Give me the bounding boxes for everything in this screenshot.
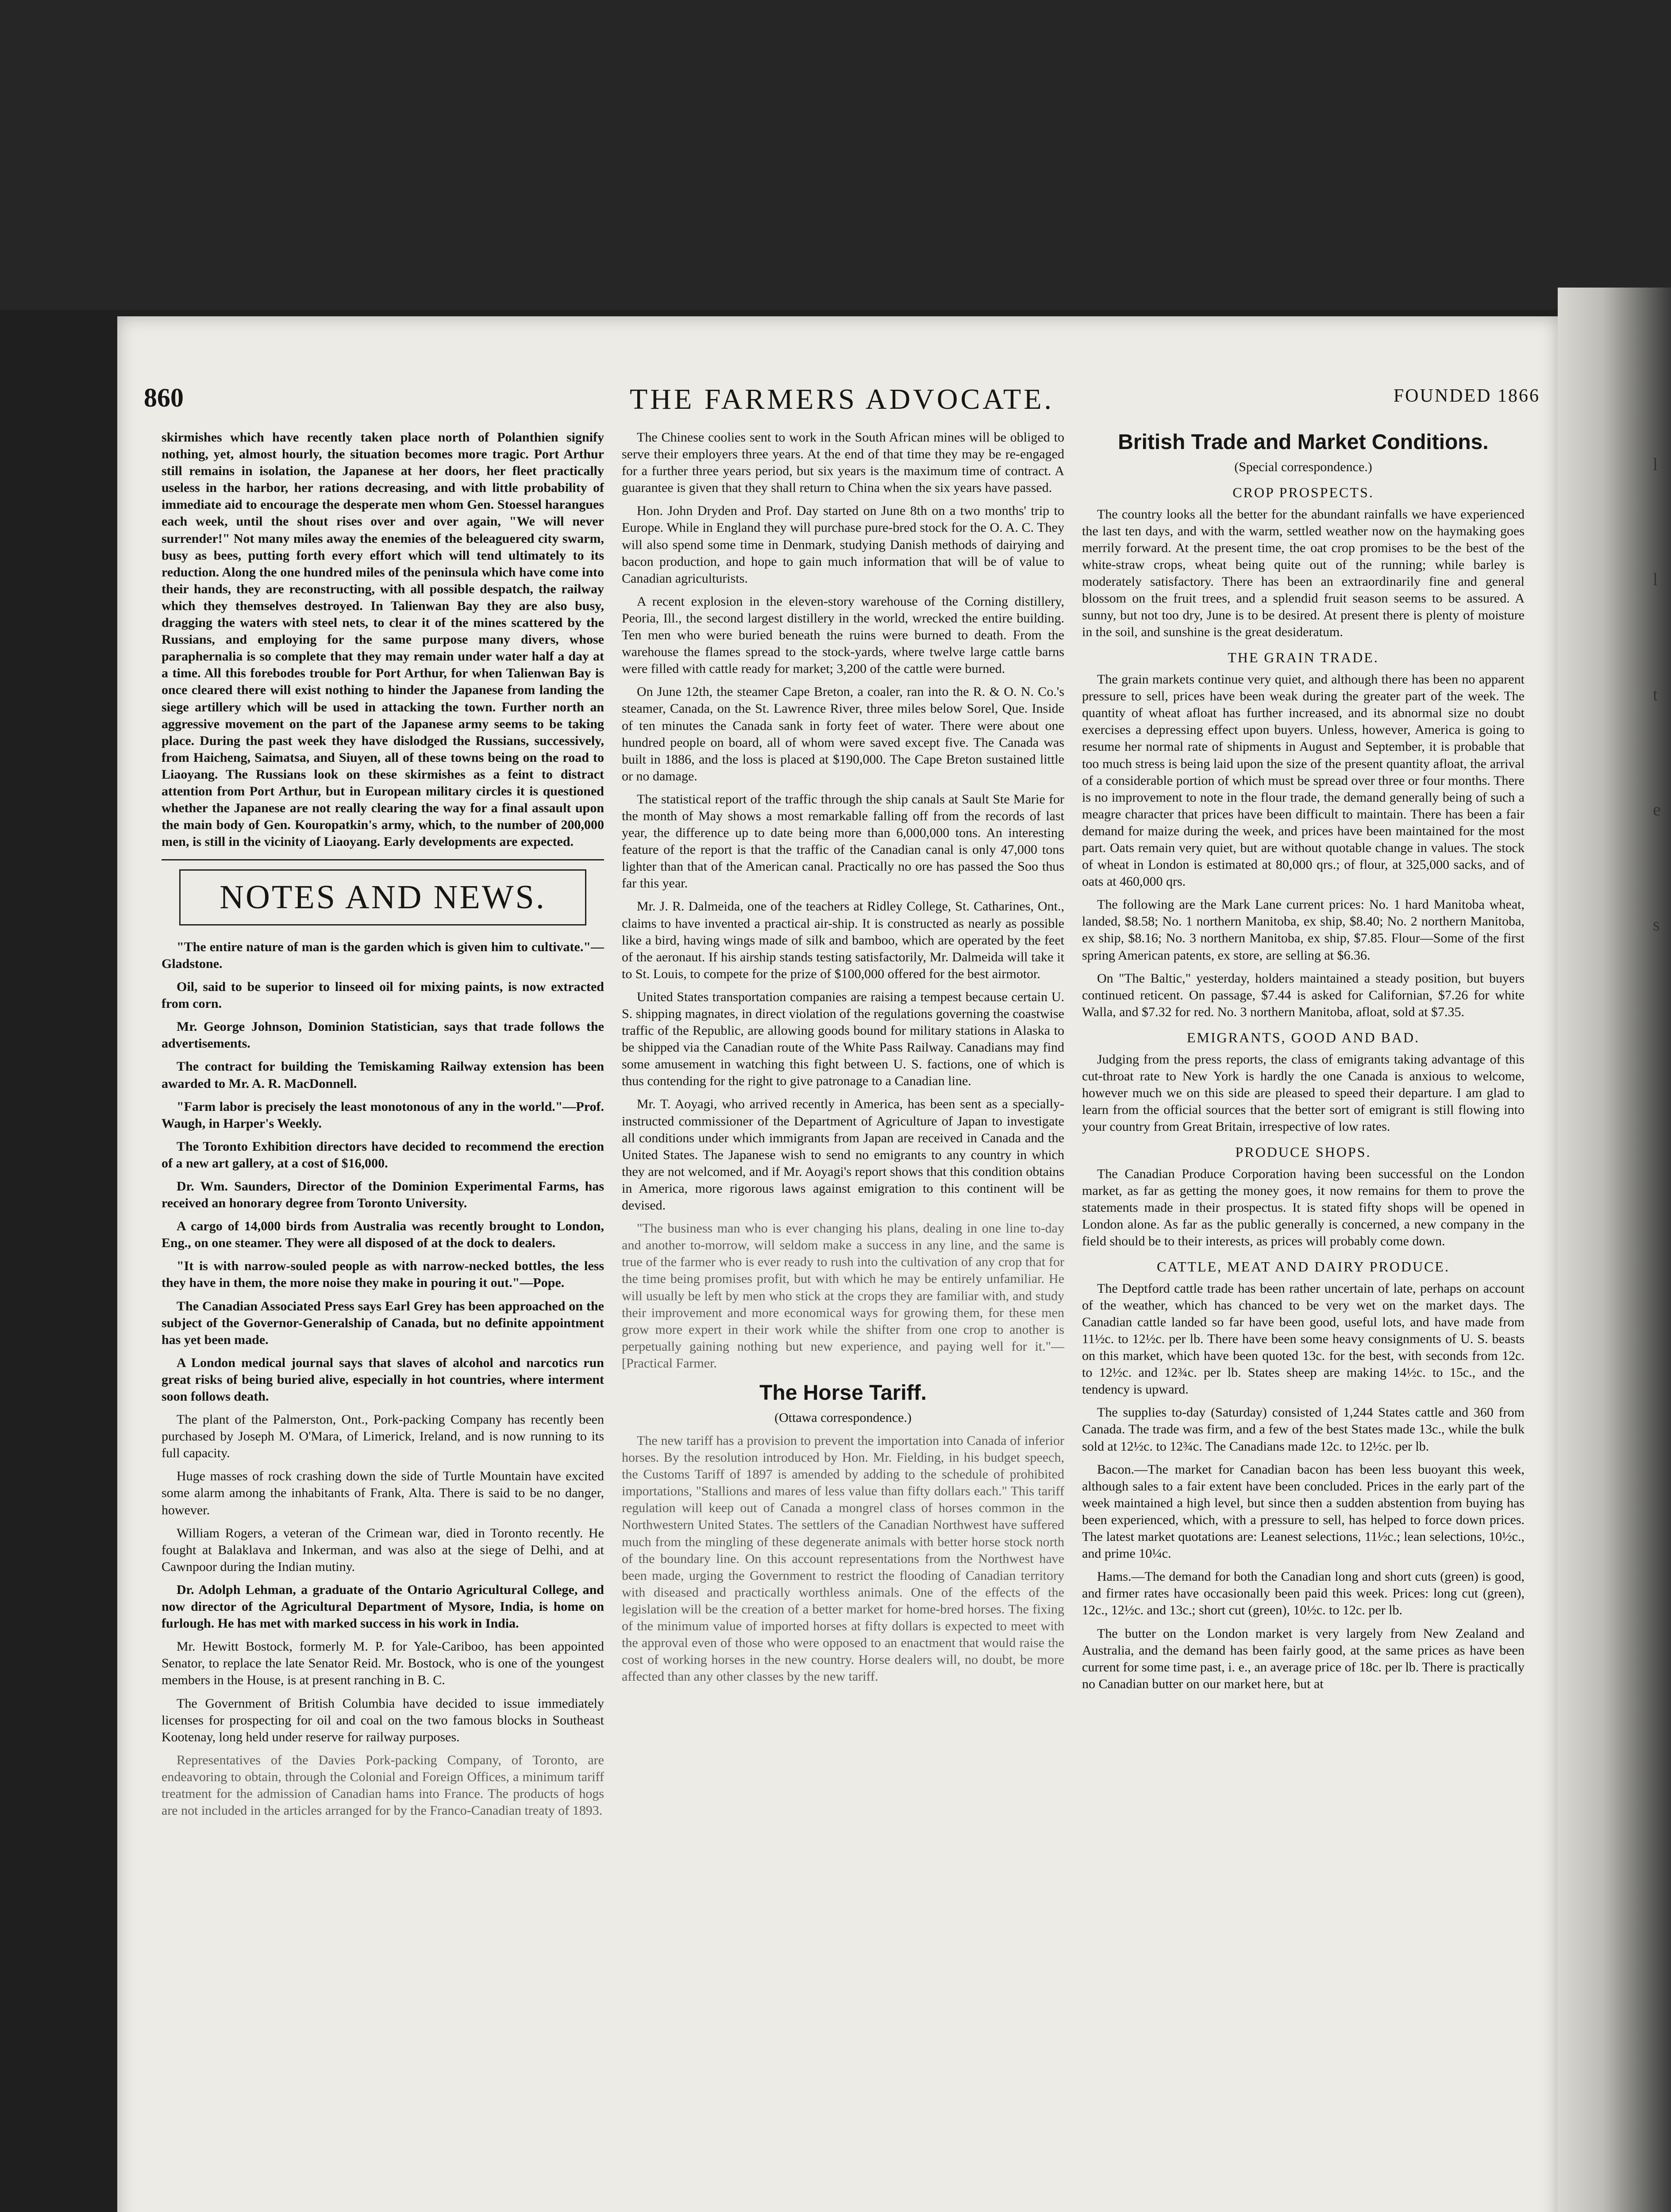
section-paragraph: The Deptford cattle trade has been rather uncertain of late, perhaps on account of the weather, which has chanced to be very wet on the market days. The Canadian cattle landed so far have been good, useful lots, and have made from 11½c. to 12½c. per lb. There have been some heavy consignments of U. S. beasts on this market, which have been quoted 13c. for the best, with seconds from 12c. to 12½c. and 12¾c. per lb. States sheep are making 14½c. to 15c., and the tendency is upward. — [1082, 1281, 1525, 1397]
news-item: Mr. Hewitt Bostock, formerly M. P. for Yale-Cariboo, has been appointed Senator, to replace the late Senator Reid. Mr. Bostock, who is one of the youngest members in the House, is at present ranching in B. C. — [162, 1639, 604, 1688]
news-item: The Government of British Columbia have decided to issue immediately licenses for prospecting for oil and coal on the two famous blocks in Southeast Kootenay, long held under reserve for railway purposes. — [162, 1696, 604, 1744]
section-heading: PRODUCE SHOPS. — [1235, 1144, 1371, 1160]
horse-tariff-heading: The Horse Tariff. — [759, 1381, 927, 1405]
horse-tariff-subheading: (Ottawa correspondence.) — [774, 1410, 912, 1425]
news-item: The Toronto Exhibition directors have decided to recommend the erection of a new art gallery, at a cost of $16,000. — [162, 1139, 604, 1171]
news-item: "The entire nature of man is the garden which is given him to cultivate."—Gladstone. — [162, 939, 604, 971]
news-item: Mr. T. Aoyagi, who arrived recently in America, has been sent as a specially-instructed commissioner of the Department of Agriculture of Japan to investigate all conditions under which immigrants from Japan are received in Canada and the United States. The Japanese wish to send no emigrants to any country in which they are not welcomed, and if Mr. Aoyagi's report shows that this condition obtains in America, more rigorous laws against emigration to this continent will be devised. — [622, 1097, 1064, 1213]
news-item: The Chinese coolies sent to work in the South African mines will be obliged to serve their employers three years. At the end of that time they may be re-engaged for a further three years period, but six years is the maximum time of contract. A guarantee is given that they shall return to China when the six years have passed. — [622, 430, 1064, 495]
adjacent-char: s — [1653, 914, 1660, 934]
section-heading: CATTLE, MEAT AND DAIRY PRODUCE. — [1157, 1259, 1450, 1275]
news-item: Dr. Adolph Lehman, a graduate of the Ontario Agricultural College, and now director of the Agricultural Department of Mysore, India, is home on furlough. He has met with marked success in his work in India. — [162, 1582, 604, 1631]
news-item: The contract for building the Temiskaming Railway extension has been awarded to Mr. A. R. MacDonnell. — [162, 1059, 604, 1091]
news-item: A recent explosion in the eleven-story warehouse of the Corning distillery, Peoria, Ill., the second largest distillery in the world, wrecked the entire building. Ten men who were buried beneath the ruins were burned to death. From the warehouse the flames spread to the stock-yards, where twelve large cattle barns were filled with cattle ready for market; 3,200 of the cattle were burned. — [622, 594, 1064, 676]
news-item: "It is with narrow-souled people as with narrow-necked bottles, the less they have in them, the more noise they make in pouring it out."—Pope. — [162, 1259, 604, 1290]
adjacent-char: e — [1653, 799, 1661, 819]
news-item: William Rogers, a veteran of the Crimean war, died in Toronto recently. He fought at Balaklava and Inkerman, and was also at the siege of Delhi, and at Cawnpoor during the Indian mutiny. — [162, 1525, 604, 1574]
news-item: The statistical report of the traffic through the ship canals at Sault Ste Marie for the month of May shows a most remarkable falling off from the records of last year, the difference up to date being more than 6,000,000 tons. An interesting feature of the report is that the traffic of the Canadian canal is only 47,000 tons lighter than that of the American canal. Practically no ore has passed the Soo thus far this year. — [622, 791, 1064, 891]
news-item: Oil, said to be superior to linseed oil for mixing paints, is now extracted from corn. — [162, 979, 604, 1011]
news-item: A cargo of 14,000 birds from Australia was recently brought to London, Eng., on one steamer. They were all disposed of at the dock to dealers. — [162, 1219, 604, 1251]
masthead — [144, 383, 1540, 418]
news-item: The plant of the Palmerston, Ont., Pork-packing Company has recently been purchased by Joseph M. O'Mara, of Limerick, Ireland, and is now running to its full capacity. — [162, 1412, 604, 1461]
divider — [162, 859, 604, 860]
section-heading: THE GRAIN TRADE. — [1228, 649, 1379, 666]
news-item: On June 12th, the steamer Cape Breton, a coaler, ran into the R. & O. N. Co.'s steamer, Canada, on the St. Lawrence River, three miles below Sorel, Que. Inside of ten minutes the Canada sank in forty feet of water. There were about one hundred people on board, all of whom were saved except five. The Canada was built in 1886, and the loss is placed at $190,000. The Cape Breton sustained little or no damage. — [622, 684, 1064, 783]
page-number: 860 — [144, 383, 184, 412]
adjacent-page-text — [1653, 407, 1671, 982]
section-paragraph: The supplies to-day (Saturday) consisted of 1,244 States cattle and 360 from Canada. The trade was firm, and a few of the best States made 13c., while the bulk sold at 12½c. to 12¾c. The Canadians made 12c. to 12½c. per lb. — [1082, 1405, 1525, 1454]
section-paragraph: The Canadian Produce Corporation having been successful on the London market, as far as getting the money goes, it now remains for them to prove the statements made in their prospectus. It is stated fifty shops will be opened in London alone. As far as the public generally is concerned, a new company in the field should be to their interests, as prices will probably come down. — [1082, 1166, 1525, 1249]
news-item: Mr. J. R. Dalmeida, one of the teachers at Ridley College, St. Catharines, Ont., claims to have invented a practical air-ship. It is constructed as nearly as possible like a bird, having wings made of silk and bamboo, which are operated by the feet of the aeronaut. If his airship stands testing satisfactorily, Mr. Dalmeida will take it to St. Louis, to compete for the prize of $100,000 offered for the best airmotor. — [622, 899, 1064, 981]
news-item: Mr. George Johnson, Dominion Statistician, says that trade follows the advertisements. — [162, 1019, 604, 1051]
adjacent-char: l — [1653, 569, 1658, 589]
section-paragraph: The butter on the London market is very largely from New Zealand and Australia, and the demand has been fairly good, at the same prices as have been current for some time past, i. e., an average price of 18c. per lb. There is practically no Canadian butter on our market here, but at — [1082, 1626, 1525, 1691]
news-item: "The business man who is ever changing his plans, dealing in one line to-day and another to-morrow, will seldom make a success in any line, and the same is true of the farmer who is ever ready to rush into the cultivation of any crop that for the time being promises profit, but with which he may be entirely unfamiliar. He will usually be left by men who stick at the crops they are familiar with, and study their improvement and more economical ways for growing them, for these men grow more expert in their work while the shifter from one crop to another is perpetually gaining nothing but new experience, and paying well for it."—[Practical Farmer. — [622, 1221, 1064, 1371]
news-item: Representatives of the Davies Pork-packing Company, of Toronto, are endeavoring to obtain, through the Colonial and Foreign Offices, a minimum tariff treatment for the admission of Canadian hams into France. The products of hogs are not included in the articles arranged for by the Franco-Canadian treaty of 1893. — [162, 1752, 604, 1818]
section-paragraph: On "The Baltic," yesterday, holders maintained a steady position, but buyers continued reticent. On passage, $7.44 is asked for Californian, $7.26 for white Walla, and $7.32 for red. No. 3 northern Manitoba, afloat, sold at $7.35. — [1082, 971, 1525, 1019]
news-item: "Farm labor is precisely the least monotonous of any in the world."—Prof. Waugh, in Harper's Weekly. — [162, 1099, 604, 1131]
section-paragraph: Hams.—The demand for both the Canadian long and short cuts (green) is good, and firmer rates have occasionally been paid this week. Prices: long cut (green), 12c., 12½c. and 13c.; short cut (green), 10½c. to 12c. per lb. — [1082, 1569, 1525, 1618]
news-item: The Canadian Associated Press says Earl Grey has been approached on the subject of the Governor-Generalship of Canada, but no definite appointment has yet been made. — [162, 1298, 604, 1347]
scan-background-top — [0, 0, 1671, 310]
news-item: Hon. John Dryden and Prof. Day started on June 8th on a two months' trip to Europe. While in England they will purchase pure-bred stock for the O. A. C. They will also spend some time in Denmark, studying Danish methods of dairying and bacon production, and hope to gain much information that will be of value to Canadian agriculturists. — [622, 503, 1064, 586]
column-left — [162, 429, 604, 1825]
news-item: Huge masses of rock crashing down the side of Turtle Mountain have excited some alarm among the inhabitants of Frank, Alta. There is said to be no danger, however. — [162, 1469, 604, 1517]
section-paragraph: Judging from the press reports, the class of emigrants taking advantage of this cut-throat rate to New York is hardly the one Canada is anxious to welcome, however much we on this side are pleased to speed their departure. I am glad to learn from the official sources that the better sort of emigrant is still flowing into your country from Great Britain, irrespective of low rates. — [1082, 1052, 1525, 1134]
horse-tariff-article: The new tariff has a provision to prevent the importation into Canada of inferior horses. By the resolution introduced by Hon. Mr. Fielding, in his budget speech, the Customs Tariff of 1897 is amended by adding to the schedule of prohibited importations, "Stallions and mares of less value than fifty dollars each." This tariff regulation will keep out of Canada a mongrel class of horses common in the Northwestern United States. The settlers of the Canadian Northwest have suffered much from the mingling of these degenerate animals with better horse stock north of the boundary line. On this account representations from the Northwest have been made, urging the Government to restrict the flooding of Canadian territory with diseased and practically worthless animals. One of the effects of the legislation will be the creation of a better market for home-bred horses. The fixing of the minimum value of imported horses at fifty dollars is expected to meet with the approval even of those who were opposed to an enactment that would raise the cost of working horses in the new country. Horse dealers will, no doubt, be more affected than any other classes by the new tariff. — [622, 1433, 1064, 1684]
news-item: A London medical journal says that slaves of alcohol and narcotics run great risks of being buried alive, especially in hot countries, where interment soon follows death. — [162, 1355, 604, 1404]
trade-conditions-heading: British Trade and Market Conditions. — [1118, 430, 1489, 454]
adjacent-char: l — [1653, 454, 1658, 474]
founded-note: FOUNDED 1866 — [1393, 386, 1540, 406]
war-news-paragraph: skirmishes which have recently taken place north of Polanthien signify nothing, yet, almost hourly, the situation becomes more tragic. Port Arthur still remains in isolation, the Japanese at her doors, her fleet practically useless in the harbor, her rations decreasing, and with little probability of immediate aid to encourage the desperate men whom Gen. Stoessel harangues each week, until the shout rises over and over again, "We will never surrender!" Not many miles away the enemies of the beleaguered city swarm, busy as bees, putting forth every effort which will tend ultimately to its reduction. Along the one hundred miles of the peninsula which have come into their hands, they are reconstructing, with all possible despatch, the railway which they themselves destroyed. In Talienwan Bay they are also busy, dragging the waters with steel nets, to clear it of the mines scattered by the Russians, and employing for the same purpose many divers, whose paraphernalia is so complete that they may remain under water half a day at a time. All this forebodes trouble for Port Arthur, for when Talienwan Bay is once cleared there will exist nothing to hinder the Japanese from landing the siege artillery which will be used in attacking the town. Further north an aggressive movement on the part of the Japanese army seems to be taking place. During the past week they have dislodged the Russians, successively, from Haicheng, Saimatsa, and Siuyen, all of these towns being on the road to Liaoyang. The Russians look on these skirmishes as a feint to distract attention from Port Arthur, but in European military circles it is questioned whether the Japanese are not really clearing the way for a final assault upon the main body of Gen. Kouropatkin's army, which, to the number of 200,000 men, is still in the vicinity of Liaoyang. Early developments are expected. — [162, 430, 604, 849]
section-heading: EMIGRANTS, GOOD AND BAD. — [1186, 1029, 1420, 1045]
section-paragraph: The grain markets continue very quiet, and although there has been no apparent pressure to sell, prices have been weak during the greater part of the week. The quantity of wheat afloat has further increased, and its abnormal size no doubt exercises a depressing effect upon buyers. Unless, however, America is going to resume her normal rate of shipments in August and September, it is probable that too much stress is being laid upon the size of the present quantity afloat, the arrival of a considerable portion of which must be spread over three or four months. There is no improvement to note in the flour trade, the demand generally being of such a meagre character that prices have been difficult to maintain. There has been a fair demand for maize during the week, and prices have been maintained for the most part. Oats remain very quiet, but are without quotable change in values. The stock of wheat in London is estimated at 80,000 qrs.; of flour, at 325,000 sacks, and of oats at 460,000 qrs. — [1082, 672, 1525, 889]
newspaper-page — [117, 316, 1558, 2212]
publication-title: THE FARMERS ADVOCATE. — [629, 383, 1055, 415]
section-paragraph: Bacon.—The market for Canadian bacon has been less buoyant this week, although sales to a fair extent have been concluded. Prices in the early part of the week maintained a high level, but since then a sudden abstention from buying has been experienced, which, with a pressure to sell, has helped to force down prices. The latest market quotations are: Leanest selections, 11½c.; lean selections, 10½c., and prime 10¼c. — [1082, 1462, 1525, 1561]
column-middle — [622, 429, 1064, 1691]
news-item: United States transportation companies are raising a tempest because certain U. S. shipping magnates, in direct violation of the regulations governing the coastwise traffic of the Republic, are allowing goods bound for military stations in Alaska to be shipped via the Canadian route of the White Pass Railway. Canadians may find some amusement in watching this fight between U. S. factions, one of which is thus contending for the right to give patronage to a Canadian line. — [622, 989, 1064, 1089]
column-right — [1082, 429, 1525, 1699]
news-item: Dr. Wm. Saunders, Director of the Dominion Experimental Farms, has received an honorary degree from Toronto University. — [162, 1179, 604, 1211]
section-paragraph: The country looks all the better for the abundant rainfalls we have experienced the last ten days, and with the warm, settled weather now on the haymaking goes merrily forward. At the present time, the oat crop promises to be the best of the white-straw crops, wheat being quite out of the running; while barley is moderately satisfactory. There has been an extraordinarily fine and general blossom on the fruit trees, and a splendid fruit season seems to be assured. A sunny, but not too dry, June is to be desired. At present there is plenty of moisture in the soil, and sunshine is the great desideratum. — [1082, 507, 1525, 640]
notes-and-news-heading: NOTES AND NEWS. — [179, 869, 586, 926]
adjacent-char: t — [1653, 684, 1658, 704]
section-heading: CROP PROSPECTS. — [1232, 484, 1374, 501]
trade-conditions-subheading: (Special correspondence.) — [1234, 459, 1372, 474]
section-paragraph: The following are the Mark Lane current prices: No. 1 hard Manitoba wheat, landed, $8.58; No. 1 northern Manitoba, ex ship, $8.40; No. 2 northern Manitoba, ex ship, $8.16; No. 3 northern Manitoba, ex ship, $7.85. Flour—Some of the first spring American patents, ex store, are selling at $6.36. — [1082, 897, 1525, 963]
